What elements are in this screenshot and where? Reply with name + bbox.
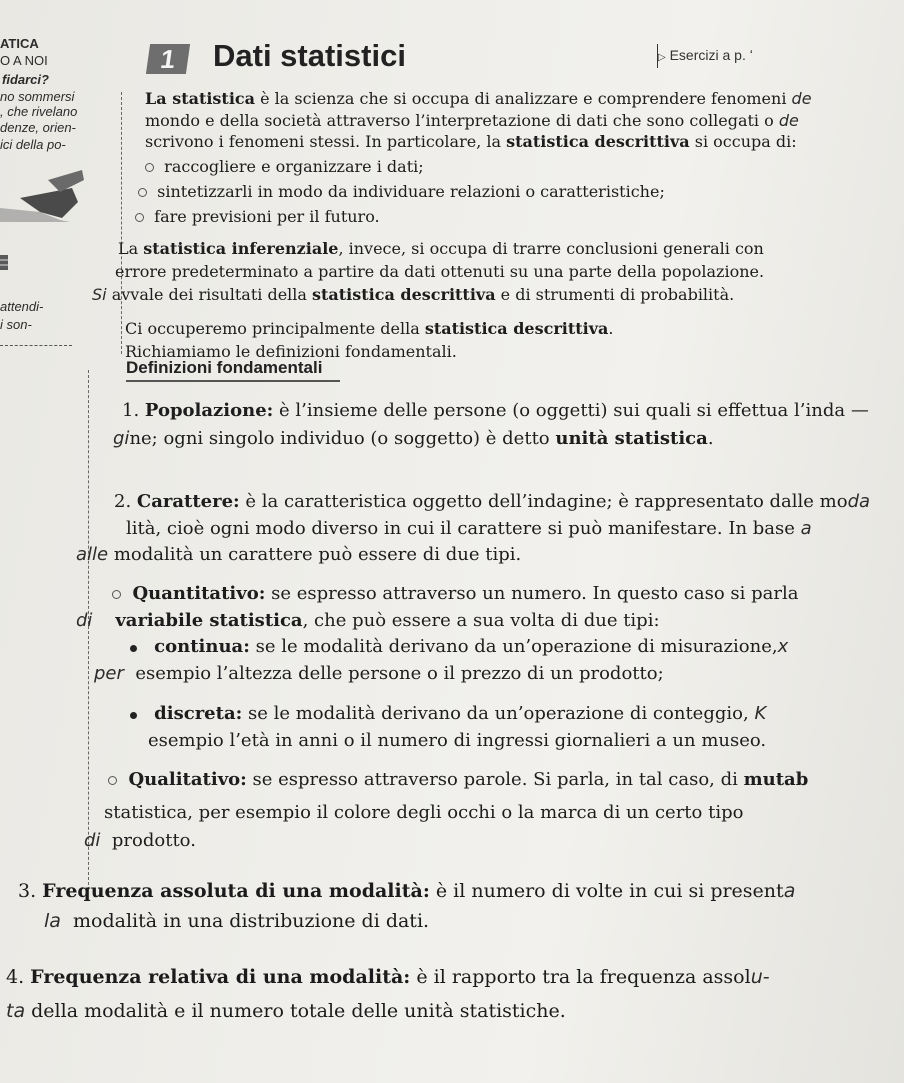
inferential-line-1: La statistica inferenziale, invece, si occupa di trarre conclusioni generali con bbox=[118, 239, 764, 258]
handwritten-note: alle bbox=[76, 544, 109, 565]
def-text: prodotto. bbox=[111, 830, 196, 851]
def-2-line-1 bbox=[114, 491, 870, 512]
discrete-line-2: esempio l’età in anni o il numero di ingressi giornalieri a un museo. bbox=[148, 730, 767, 751]
def-text: 3. Frequenza assoluta di una modalità: è il numero di volte in cui si present bbox=[18, 880, 784, 902]
bullet-item-2 bbox=[138, 181, 665, 203]
handwritten-note: per bbox=[94, 663, 124, 684]
handwritten-note: a bbox=[783, 880, 796, 902]
intro-closing-2: Richiamiamo le definizioni fondamentali. bbox=[125, 342, 457, 361]
qualitative-line-2: statistica, per esempio il colore degli occhi o la marca di un certo tipo bbox=[104, 802, 744, 823]
circle-bullet-icon bbox=[145, 163, 154, 172]
continuous-line-2 bbox=[94, 663, 664, 684]
intro-closing-1: Ci occuperemo principalmente della statistica descrittiva. bbox=[125, 319, 614, 338]
def-text: continua: se le modalità derivano da un’operazione di misurazione, bbox=[154, 636, 778, 657]
def-2-line-2 bbox=[126, 518, 812, 539]
def-text: Quantitativo: se espresso attraverso un numero. In questo caso si parla bbox=[132, 583, 799, 604]
quantitative-line-1 bbox=[112, 583, 798, 604]
bullet-item-3 bbox=[135, 206, 380, 228]
def-text: ne; ogni singolo individuo (o soggetto) è detto unità statistica. bbox=[129, 428, 714, 449]
exercise-reference-label: Esercizi a p. bbox=[669, 47, 750, 63]
inferential-text: avvale dei risultati della statistica descrittiva e di strumenti di probabilità. bbox=[111, 285, 735, 304]
margin-heading-2: O A NOI bbox=[0, 53, 48, 68]
def-text: esempio l’altezza delle persone o il prezzo di un prodotto; bbox=[135, 663, 664, 684]
def-text: lità, cioè ogni modo diverso in cui il carattere si può manifestare. In base bbox=[126, 518, 795, 539]
def-2-line-3 bbox=[76, 544, 521, 565]
handwritten-note: — bbox=[850, 400, 869, 421]
intro-line-1 bbox=[145, 88, 812, 110]
def-text: modalità in una distribuzione di dati. bbox=[73, 910, 430, 932]
def-4-line-2 bbox=[6, 1000, 566, 1022]
quantitative-line-2 bbox=[76, 610, 660, 631]
margin-text-1: no sommersi bbox=[0, 89, 75, 104]
inferential-line-3 bbox=[92, 284, 734, 306]
section-title: Dati statistici bbox=[213, 38, 406, 73]
dot-bullet-icon bbox=[130, 645, 137, 652]
handwritten-note: ta bbox=[6, 1000, 26, 1022]
handwritten-note: u- bbox=[750, 966, 770, 988]
margin-text-4: ici della po- bbox=[0, 137, 66, 152]
handwritten-note: de bbox=[791, 89, 812, 108]
def-text: della modalità e il numero totale delle unità statistiche. bbox=[31, 1000, 566, 1022]
exercise-reference-page: ʻ bbox=[749, 47, 753, 63]
intro-line-3: scrivono i fenomeni stessi. In particolare, la statistica descrittiva si occupa di: bbox=[145, 132, 797, 151]
handwritten-note: di bbox=[84, 830, 101, 851]
def-text: 1. Popolazione: è l’insieme delle persone (o oggetti) sui quali si effettua l’inda bbox=[122, 400, 846, 421]
def-1-line-2 bbox=[113, 428, 714, 449]
definitions-underline bbox=[126, 380, 340, 382]
continuous-line-1 bbox=[130, 636, 788, 657]
definitions-heading: Definizioni fondamentali bbox=[126, 358, 323, 377]
def-text: variabile statistica, che può essere a sua volta di due tipi: bbox=[115, 610, 660, 631]
def-text: 2. Carattere: è la caratteristica oggetto dell’indagine; è rappresentato dalle mo bbox=[114, 491, 848, 512]
qualitative-line-3 bbox=[84, 830, 196, 851]
triangle-icon: ▷ bbox=[658, 52, 666, 63]
margin-text-2: , che rivelano bbox=[0, 104, 78, 119]
def-3-line-1 bbox=[18, 880, 795, 902]
intro-line-2 bbox=[145, 110, 799, 132]
circle-bullet-icon bbox=[108, 776, 117, 785]
margin-text-6: i son- bbox=[0, 317, 32, 332]
handwritten-note: x bbox=[777, 636, 789, 657]
circle-bullet-icon bbox=[135, 213, 144, 222]
discrete-line-1 bbox=[130, 703, 766, 724]
bullet-item-1 bbox=[145, 156, 424, 178]
def-4-line-1 bbox=[6, 966, 770, 988]
column-guide bbox=[121, 92, 122, 354]
intro-text-1: La statistica è la scienza che si occupa di analizzare e comprendere fenomeni bbox=[145, 89, 787, 108]
bullet-text: sintetizzarli in modo da individuare relazioni o caratteristiche; bbox=[157, 182, 665, 201]
margin-text-3: denze, orien- bbox=[0, 120, 76, 135]
handwritten-note: de bbox=[778, 111, 799, 130]
handwritten-note: Si bbox=[92, 285, 107, 304]
def-1-line-1 bbox=[122, 400, 869, 421]
margin-question: fidarci? bbox=[2, 72, 49, 87]
section-number-badge: 1 bbox=[146, 44, 190, 74]
margin-text-5: attendi- bbox=[0, 299, 44, 314]
margin-divider bbox=[0, 345, 72, 346]
intro-text-2: mondo e della società attraverso l’interpretazione di dati che sono collegati o bbox=[145, 111, 774, 130]
def-text: 4. Frequenza relativa di una modalità: è il rapporto tra la frequenza assol bbox=[6, 966, 751, 988]
circle-bullet-icon bbox=[138, 188, 147, 197]
def-text: discreta: se le modalità derivano da un’operazione di conteggio, bbox=[154, 703, 749, 724]
circle-bullet-icon bbox=[112, 590, 121, 599]
qualitative-line-1 bbox=[108, 769, 808, 790]
handwritten-note: K bbox=[754, 703, 767, 724]
dot-bullet-icon bbox=[130, 712, 137, 719]
handwritten-note: di bbox=[76, 610, 93, 631]
def-text: Qualitativo: se espresso attraverso parole. Si parla, in tal caso, di mutab bbox=[128, 769, 809, 790]
handwritten-note: gi bbox=[113, 428, 130, 449]
handwritten-note: a bbox=[800, 518, 812, 539]
def-3-line-2 bbox=[44, 910, 429, 932]
bullet-text: fare previsioni per il futuro. bbox=[154, 207, 380, 226]
handwritten-note: la bbox=[44, 910, 61, 932]
margin-illustration bbox=[0, 160, 110, 295]
margin-heading-1: ATICA bbox=[0, 36, 39, 51]
def-text: modalità un carattere può essere di due tipi. bbox=[113, 544, 522, 565]
exercise-reference[interactable] bbox=[658, 47, 753, 63]
inferential-line-2: errore predeterminato a partire da dati ottenuti su una parte della popolazione. bbox=[115, 262, 765, 281]
handwritten-note: da bbox=[847, 491, 871, 512]
bullet-text: raccogliere e organizzare i dati; bbox=[164, 157, 424, 176]
